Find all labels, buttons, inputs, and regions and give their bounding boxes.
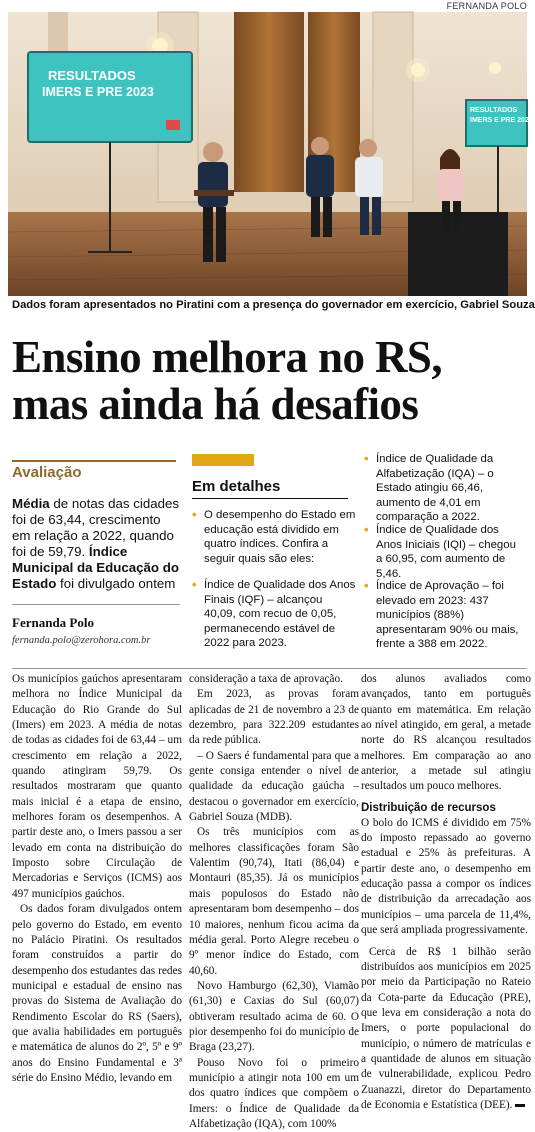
lead-bold-1: Média <box>12 496 50 511</box>
body-paragraph: Os três municípios com as melhores classificações foram São Valentim (90,74), Itati (86,04) e Montauri (85,35). Já os municípios mais populosos do Estado não apresentaram bom desempenho – dos 10 maiores, nenhum ficou acima da média geral. Porto Alegre recebeu o 9º menor índice do Estado, com 40,60. <box>189 826 359 977</box>
detail-item: • Índice de Qualidade da Alfabetização (IQA) – o Estado atingiu 66,46, aumento de 4,01 em comparação a 2022. <box>364 452 524 525</box>
detail-list-4 <box>364 523 524 581</box>
screen-right-line2: IMERS E PRE 2023 <box>470 117 533 124</box>
body-paragraph: Em 2023, as provas foram aplicadas de 21 de novembro a 23 de dezembro, para 322.209 estudantes da rede pública. <box>189 688 359 747</box>
section-divider <box>12 668 527 669</box>
body-column-3 <box>361 672 531 1113</box>
photo-caption: Dados foram apresentados no Piratini com a presença do governador em exercício, Gabriel Souza <box>12 299 535 311</box>
body-paragraph <box>361 945 531 1114</box>
detail-item: • O desempenho do Estado em educação está dividido em quatro índices. Confira a seguir quais são eles: <box>192 508 356 566</box>
lead-text-1: de notas das cidades foi de 63,44, crescimento em relação a 2022, quando foi de 59,79. <box>12 496 180 559</box>
lead-text-2: foi divulgado ontem <box>56 576 176 591</box>
event-photo <box>8 12 533 296</box>
headline <box>12 334 527 428</box>
end-mark-icon <box>515 1104 525 1107</box>
lead-paragraph <box>12 496 180 592</box>
body-column-2 <box>189 672 359 1132</box>
box-title: Em detalhes <box>192 476 348 499</box>
detail-item: • Índice de Qualidade dos Anos Finais (IQF) – alcançou 40,09, com recuo de 0,05, permanecendo estável de 2022 para 2023. <box>192 578 356 651</box>
screen-left-line2: IMERS E PRE 2023 <box>42 85 154 99</box>
detail-list-2 <box>192 578 356 651</box>
box-accent-tab <box>192 454 254 466</box>
subheading: Distribuição de recursos <box>361 801 496 814</box>
body-paragraph: Os municípios gaúchos apresentaram melhora no Índice Municipal da Educação do Rio Grande do Sul (Imers) em 2023. A média de notas de todas as cidades foi de 63,44 – um crescimento em relação a 2022, quando atingiram 59,79. Os resultados mostraram que quanto mais inicial é a etapa de ensino, melhores foram os desempenhos. A partir deste ano, o Imers passou a ser levado em conta na distribuição do Imposto sobre Circulação de Mercadorias e Serviços (ICMS) aos 497 municípios gaúchos. <box>12 673 182 900</box>
byline <box>12 604 180 648</box>
author-name: Fernanda Polo <box>12 615 94 630</box>
body-paragraph: Os dados foram divulgados ontem pelo governo do Estado, em evento no Palácio Piratini. Os resultados foram construídos a partir do desempenho dos estudantes das redes municipal e estadual de ensino nas provas do Sistema de Avaliação do Rendimento Escolar do RS (Saers), que avalia habilidades em português e matemática de alunos do 2º, 5º e 9º anos do Ensino Fundamental e 3ª série do Ensino Médio, levando em <box>12 903 182 1084</box>
body-paragraph: dos alunos avaliados como avançados, tanto em português quanto em matemática. Em relação ao nível atingido, em geral, a metade norte do RS alcançou resultados melhores. Em comparação ao ano anterior, a metade sul atingiu resultados um pouco melhores. <box>361 673 531 793</box>
body-paragraph: consideração a taxa de aprovação. <box>189 673 343 685</box>
body-paragraph: – O Saers é fundamental para que a gente consiga entender o nível de qualidade da educação gaúcha – destacou o governador em exercício, Gabriel Souza (MDB). <box>189 749 359 824</box>
detail-item: • Índice de Qualidade dos Anos Iniciais (IQI) – chegou a 60,95, com aumento de 5,46. <box>364 523 524 581</box>
headline-line-1: Ensino melhora no RS, <box>12 332 442 382</box>
screen-right-line1: RESULTADOS <box>470 107 518 114</box>
section-tag: Avaliação <box>12 460 176 483</box>
detail-list-3 <box>364 452 524 525</box>
body-paragraph: Pouso Novo foi o primeiro município a atingir nota 100 em um dos quatro índices que compõem o Imers: o Índice de Qualidade da Alfabetização (IQA), com 100% <box>189 1056 359 1130</box>
body-paragraph-text: Cerca de R$ 1 bilhão serão distribuídos aos municípios em 2025 por meio da Participação no Rateio da Cota-parte da Educação (PRE), que leva em consideração a nota do Imers, o porte populacional do município, o número de matrículas e a quantidade de alunos em situação de vulnerabilidade, explicou Pedro Zuanazzi, diretor do Departamento de Economia e Estatística (DEE). <box>361 945 531 1111</box>
author-email[interactable]: fernanda.polo@zerohora.com.br <box>12 635 151 646</box>
screen-left-line1: RESULTADOS <box>48 68 136 83</box>
headline-line-2: mas ainda há desafios <box>12 379 419 429</box>
detail-list-5 <box>364 579 524 652</box>
photo-credit: FERNANDA POLO <box>446 1 527 11</box>
detail-list-1 <box>192 508 356 566</box>
body-column-1 <box>12 672 182 1086</box>
lead-bold-2: Índice Municipal da Educação do Estado <box>12 544 179 591</box>
detail-item: • Índice de Aprovação – foi elevado em 2023: 437 municípios (88%) apresentaram 90% ou mais, frente a 388 em 2022. <box>364 579 524 652</box>
body-paragraph: O bolo do ICMS é dividido em 75% do imposto repassado ao governo estadual e 25% às prefeituras. A partir deste ano, o desempenho em educação passa a compor os índices de distribuição da arrecadação aos municípios – uma parcela de 11,4%, que será ampliada progressivamente. <box>361 816 531 937</box>
body-paragraph: Novo Hamburgo (62,30), Viamão (61,30) e Caxias do Sul (60,07) obtiveram resultado acima de 60. O pior desempenho foi do município de Braga (23,27). <box>189 979 359 1054</box>
